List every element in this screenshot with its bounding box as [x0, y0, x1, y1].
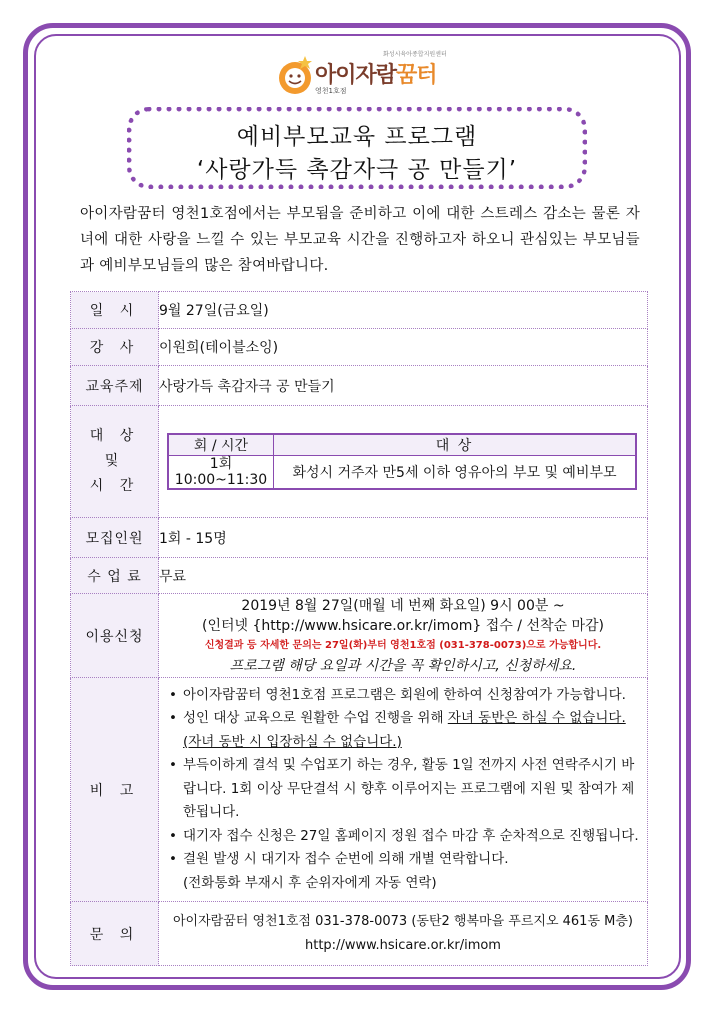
- label-target-line2: 및: [104, 453, 125, 469]
- row-apply: [71, 594, 648, 678]
- row-contact: [71, 902, 648, 966]
- value-remarks: [159, 678, 648, 902]
- smiley-sun-icon: [275, 54, 315, 98]
- session-no: 1회: [209, 456, 233, 472]
- remarks-list: [159, 684, 647, 896]
- value-target: [159, 406, 648, 518]
- apply-line1: 2019년 8월 27일(매월 네 번째 화요일) 9시 00분 ~: [241, 597, 565, 614]
- title-line2: ‘사랑가득 촉감자극 공 만들기’: [196, 157, 518, 183]
- value-capacity: 1회 - 15명: [159, 518, 648, 558]
- apply-line2: (인터넷 {http://www.hsicare.or.kr/imom} 접수 / 선착순 마감): [202, 617, 604, 634]
- label-apply: 이용신청: [71, 594, 159, 678]
- session-table-head: [168, 434, 636, 456]
- list-item: • 부득이하게 결석 및 수업포기 하는 경우, 활동 1일 전까지 사전 연락주시기 바랍니다. 1회 이상 무단결석 시 향후 이루어지는 프로그램에 지원 및 참여가 제한됩니다.: [169, 757, 635, 821]
- value-apply: [159, 594, 648, 678]
- row-date: [71, 292, 648, 329]
- label-date: 일 시: [71, 292, 159, 329]
- label-fee: 수 업 료: [71, 558, 159, 594]
- row-topic: [71, 366, 648, 406]
- value-date: 9월 27일(금요일): [159, 292, 648, 329]
- value-fee: 무료: [159, 558, 648, 594]
- info-table: [70, 291, 648, 966]
- intro-paragraph: 아이자람꿈터 영천1호점에서는 부모됨을 준비하고 이에 대한 스트레스 감소는 물론 자녀에 대한 사랑을 느낄 수 있는 부모교육 시간을 진행하고자 하오니 관심있는 부모님들과 예비부모님들의 많은 참여바랍니다.: [80, 206, 640, 274]
- list-item: • 아이자람꿈터 영천1호점 프로그램은 회원에 한하여 신청참여가 가능합니다.: [169, 686, 626, 703]
- session-row: [168, 456, 636, 490]
- list-item: • 성인 대상 교육으로 원활한 수업 진행을 위해 자녀 동반은 하실 수 없습니다.(자녀 동반 시 입장하실 수 없습니다.): [169, 710, 626, 750]
- label-contact: 문 의: [71, 902, 159, 966]
- label-topic: 교육주제: [71, 366, 159, 406]
- row-capacity: [71, 518, 648, 558]
- label-capacity: 모집인원: [71, 518, 159, 558]
- value-instructor: 이원희(테이블소잉): [159, 329, 648, 366]
- logo-subtitle: 영천1호점: [315, 87, 347, 95]
- label-target-line1: 대 상: [89, 428, 140, 444]
- row-fee: [71, 558, 648, 594]
- label-target-line3: 시 간: [89, 478, 140, 494]
- list-item: • 대기자 접수 신청은 27일 홈페이지 정원 접수 마감 후 순차적으로 진행됩니다.: [169, 827, 639, 844]
- row-target: [71, 406, 648, 518]
- logo: [275, 44, 465, 104]
- label-remarks: 비 고: [71, 678, 159, 902]
- head-session: 회 / 시간: [168, 434, 274, 456]
- session-table: [167, 433, 637, 490]
- logo-top-text: 화성시육아종합지원센터: [383, 51, 447, 58]
- apply-note: 신청결과 등 자세한 문의는 27일(화)부터 영천1호점 (031-378-0073)으로 가능합니다.: [204, 639, 602, 651]
- target-desc: 화성시 거주자 만5세 이하 영유아의 부모 및 예비부모: [274, 456, 637, 490]
- label-target: [71, 406, 159, 518]
- value-topic: 사랑가득 촉감자극 공 만들기: [159, 366, 648, 406]
- session-time: 10:00~11:30: [174, 472, 268, 488]
- logo-brand: 아이자람꿈터: [315, 63, 437, 88]
- apply-italic: 프로그램 해당 요일과 시간을 꼭 확인하시고, 신청하세요.: [229, 657, 577, 674]
- row-remarks: [71, 678, 648, 902]
- title-line1: 예비부모교육 프로그램: [236, 124, 478, 150]
- list-item: • 결원 발생 시 대기자 접수 순번에 의해 개별 연락합니다. (전화통화 부재시 후 순위자에게 자동 연락): [169, 851, 509, 891]
- row-instructor: [71, 329, 648, 366]
- label-instructor: 강 사: [71, 329, 159, 366]
- value-contact: [159, 902, 648, 966]
- title-box: [127, 107, 587, 189]
- session-cell: [168, 456, 274, 490]
- contact-line1: 아이자람꿈터 영천1호점 031-378-0073 (동탄2 행복마을 푸르지오 461동 M층): [172, 913, 633, 929]
- head-target: 대 상: [274, 434, 637, 456]
- contact-url[interactable]: http://www.hsicare.or.kr/imom: [305, 937, 501, 953]
